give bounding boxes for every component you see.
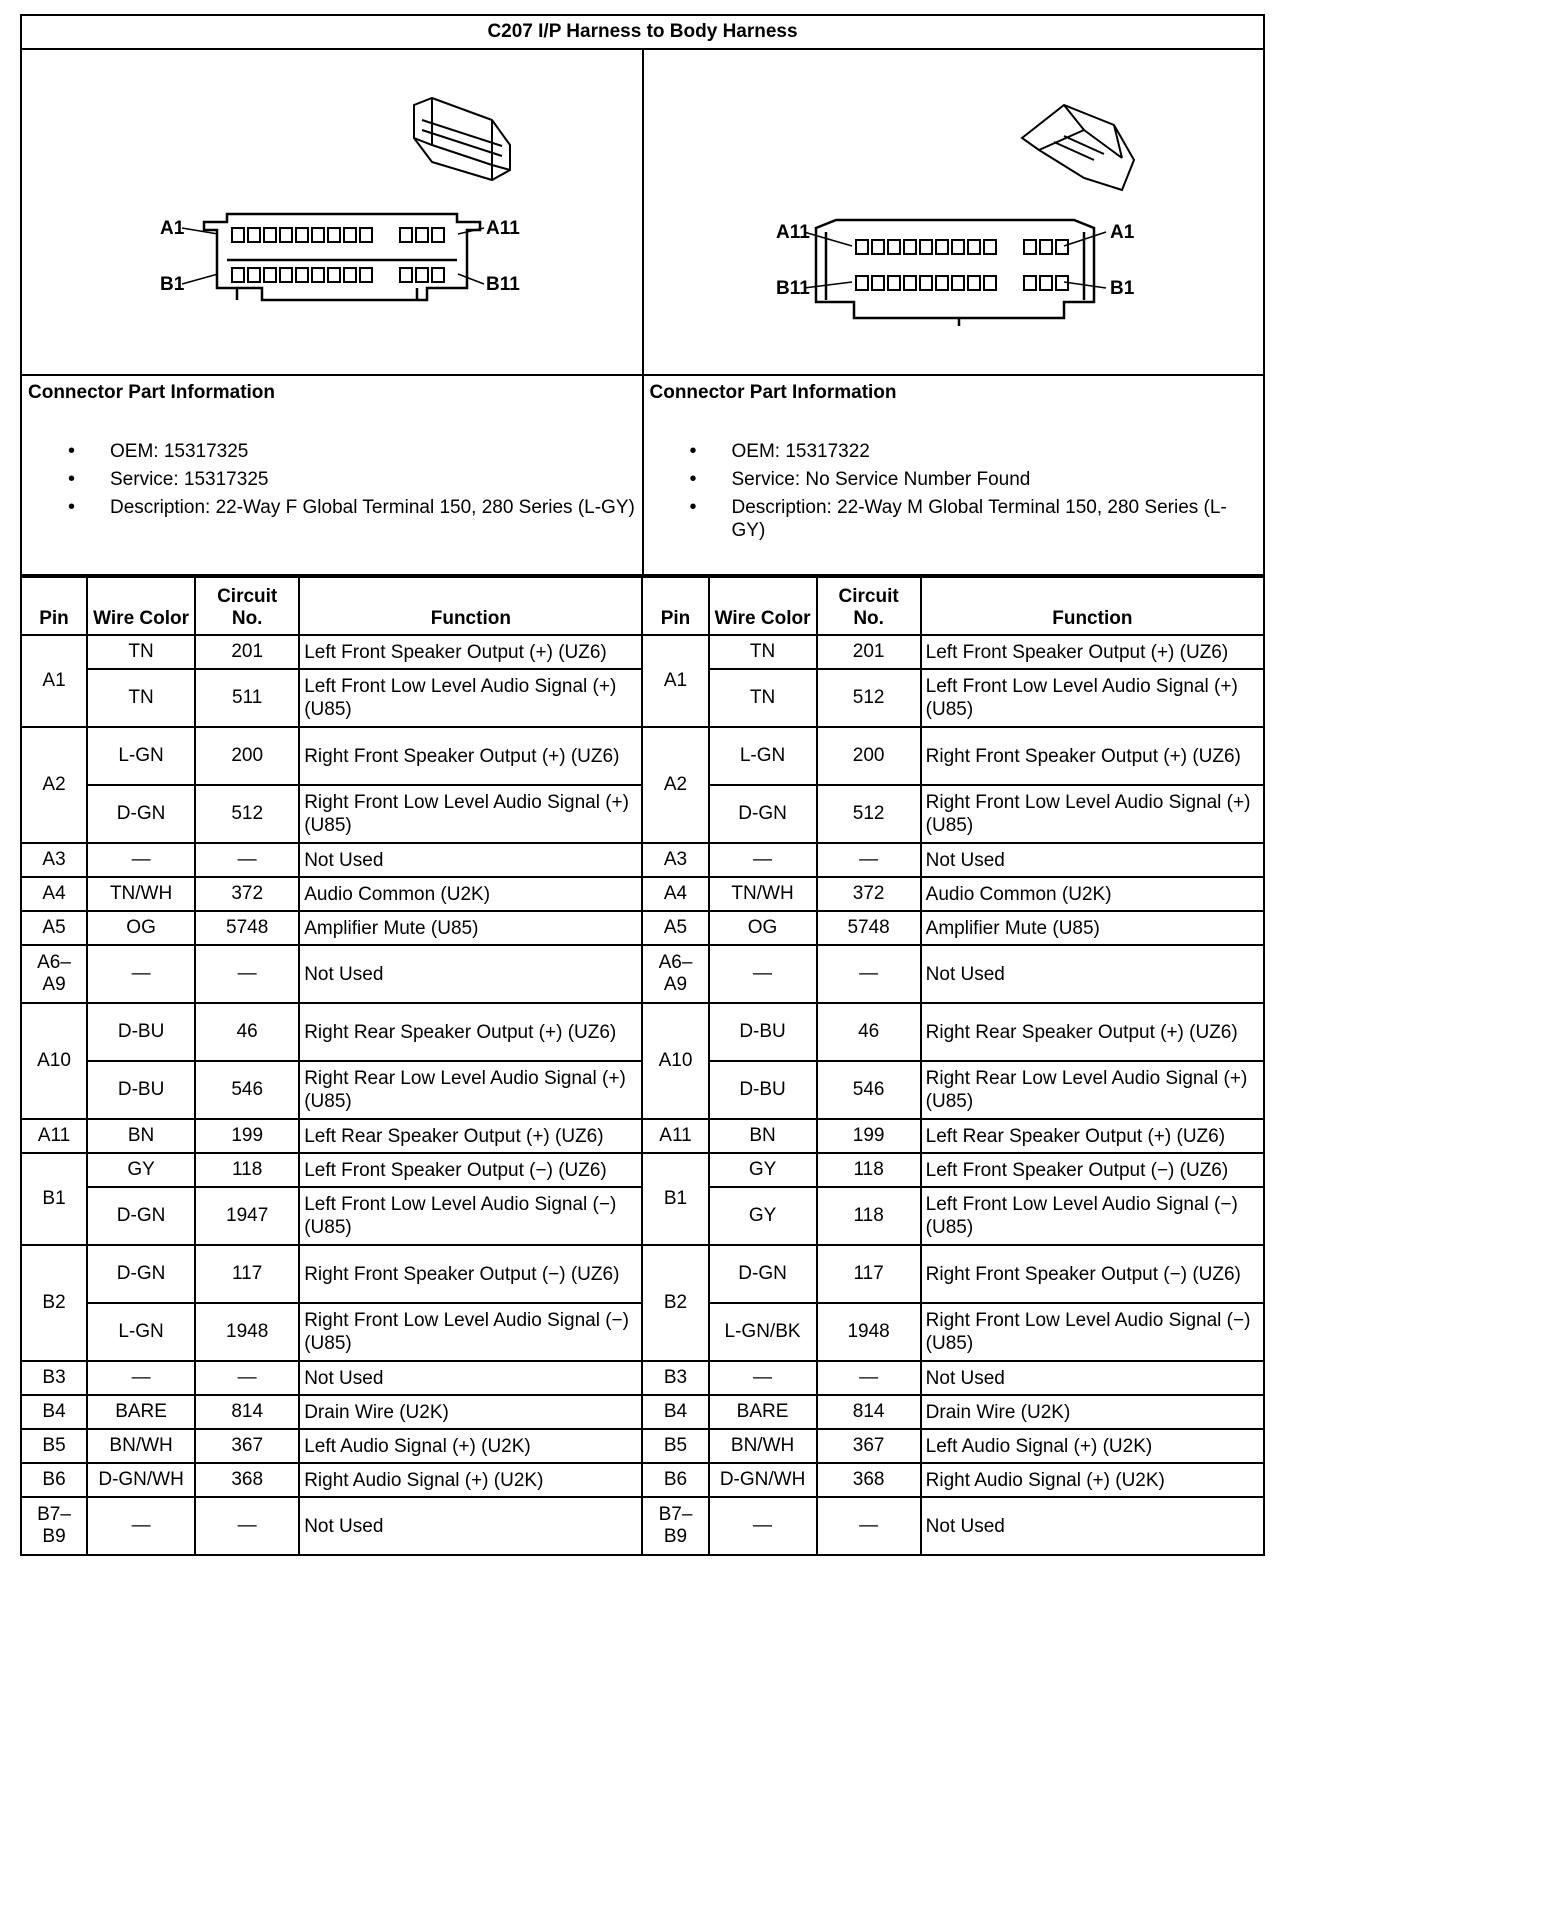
page-title: C207 I/P Harness to Body Harness xyxy=(20,14,1265,50)
wire-color-cell: L-GN xyxy=(87,727,195,785)
circuit-cell: — xyxy=(817,1497,921,1555)
table-row xyxy=(21,1497,1264,1555)
circuit-cell: — xyxy=(817,1361,921,1395)
function-cell: Not Used xyxy=(921,1361,1264,1395)
table-row xyxy=(21,1153,1264,1187)
pin-cell: A1 xyxy=(21,635,87,727)
label-bottom-right: B11 xyxy=(486,274,520,295)
function-cell: Right Front Low Level Audio Signal (+) (U85) xyxy=(921,785,1264,843)
wire-color-cell: — xyxy=(87,1497,195,1555)
function-cell: Right Front Low Level Audio Signal (−) (U85) xyxy=(299,1303,642,1361)
cavity xyxy=(248,268,260,282)
circuit-cell: 1948 xyxy=(195,1303,299,1361)
cavity xyxy=(312,228,324,242)
pin-cell: B7– B9 xyxy=(21,1497,87,1555)
right-connector-info xyxy=(642,376,1264,576)
wire-color-cell: BN xyxy=(87,1119,195,1153)
left-connector-diagram xyxy=(22,50,642,376)
circuit-cell: 118 xyxy=(195,1153,299,1187)
function-cell: Not Used xyxy=(299,1361,642,1395)
circuit-cell: 201 xyxy=(195,635,299,669)
wire-color-cell: TN/WH xyxy=(709,877,817,911)
circuit-cell: 512 xyxy=(195,785,299,843)
cavities xyxy=(232,228,444,282)
table-body xyxy=(21,635,1264,1555)
wire-color-cell: TN xyxy=(709,669,817,727)
cavity xyxy=(904,240,916,254)
circuit-cell: 1948 xyxy=(817,1303,921,1361)
wire-color-cell: — xyxy=(709,843,817,877)
pin-cell: A4 xyxy=(21,877,87,911)
table-row xyxy=(21,911,1264,945)
function-cell: Not Used xyxy=(921,843,1264,877)
connector-face xyxy=(204,214,480,300)
circuit-cell: 512 xyxy=(817,669,921,727)
cavity xyxy=(344,268,356,282)
circuit-cell: 5748 xyxy=(817,911,921,945)
function-cell: Left Front Speaker Output (+) (UZ6) xyxy=(921,635,1264,669)
table-row xyxy=(21,1463,1264,1497)
info-row xyxy=(20,376,1265,576)
function-cell: Not Used xyxy=(921,945,1264,1003)
wire-color-cell: D-BU xyxy=(87,1061,195,1119)
pin-cell: A10 xyxy=(642,1003,708,1119)
function-cell: Drain Wire (U2K) xyxy=(921,1395,1264,1429)
circuit-cell: — xyxy=(817,945,921,1003)
header-wire-color: Wire Color xyxy=(87,577,195,635)
cavity xyxy=(920,240,932,254)
cavity xyxy=(360,228,372,242)
function-cell: Left Audio Signal (+) (U2K) xyxy=(921,1429,1264,1463)
header-circuit: Circuit No. xyxy=(817,577,921,635)
function-cell: Left Front Low Level Audio Signal (−) (U85) xyxy=(921,1187,1264,1245)
cavity xyxy=(1024,240,1036,254)
header-pin: Pin xyxy=(21,577,87,635)
connector-face xyxy=(816,220,1094,326)
cavity xyxy=(280,228,292,242)
cavity xyxy=(968,276,980,290)
cavity xyxy=(952,240,964,254)
cavity xyxy=(856,240,868,254)
function-cell: Audio Common (U2K) xyxy=(299,877,642,911)
cavity xyxy=(296,268,308,282)
function-cell: Right Front Speaker Output (−) (UZ6) xyxy=(299,1245,642,1303)
cavity xyxy=(232,228,244,242)
circuit-cell: 368 xyxy=(195,1463,299,1497)
diagram-row xyxy=(20,50,1265,376)
pin-cell: A3 xyxy=(642,843,708,877)
wire-color-cell: GY xyxy=(709,1153,817,1187)
table-row xyxy=(21,1245,1264,1303)
table-row xyxy=(21,1361,1264,1395)
function-cell: Left Front Low Level Audio Signal (+) (U85) xyxy=(299,669,642,727)
function-cell: Right Front Low Level Audio Signal (+) (U85) xyxy=(299,785,642,843)
table-row xyxy=(21,1429,1264,1463)
right-connector-diagram xyxy=(642,50,1264,376)
circuit-cell: 814 xyxy=(817,1395,921,1429)
circuit-cell: 367 xyxy=(817,1429,921,1463)
info-service: • Service: No Service Number Found xyxy=(650,468,1258,491)
pin-cell: B5 xyxy=(21,1429,87,1463)
wire-color-cell: D-GN xyxy=(87,785,195,843)
wire-color-cell: D-GN xyxy=(87,1245,195,1303)
cavity xyxy=(920,276,932,290)
circuit-cell: 46 xyxy=(195,1003,299,1061)
function-cell: Amplifier Mute (U85) xyxy=(921,911,1264,945)
function-cell: Right Front Speaker Output (+) (UZ6) xyxy=(299,727,642,785)
circuit-cell: — xyxy=(195,1361,299,1395)
function-cell: Left Front Low Level Audio Signal (+) (U85) xyxy=(921,669,1264,727)
pin-cell: A1 xyxy=(642,635,708,727)
pin-cell: B6 xyxy=(21,1463,87,1497)
cavities xyxy=(856,240,1068,290)
cavity xyxy=(432,228,444,242)
pin-cell: A11 xyxy=(21,1119,87,1153)
function-cell: Left Front Speaker Output (−) (UZ6) xyxy=(921,1153,1264,1187)
wire-color-cell: TN xyxy=(87,635,195,669)
label-top-left: A11 xyxy=(776,222,810,243)
wire-color-cell: — xyxy=(709,1497,817,1555)
function-cell: Left Front Speaker Output (+) (UZ6) xyxy=(299,635,642,669)
cavity xyxy=(984,240,996,254)
function-cell: Right Front Low Level Audio Signal (−) (U85) xyxy=(921,1303,1264,1361)
wire-color-cell: D-GN/WH xyxy=(709,1463,817,1497)
cavity xyxy=(936,276,948,290)
circuit-cell: 200 xyxy=(817,727,921,785)
wire-color-cell: — xyxy=(87,1361,195,1395)
label-bottom-right: B1 xyxy=(1110,278,1135,299)
circuit-cell: 200 xyxy=(195,727,299,785)
info-heading: Connector Part Information xyxy=(28,382,276,403)
circuit-cell: 1947 xyxy=(195,1187,299,1245)
table-row xyxy=(21,1003,1264,1061)
pin-cell: A6– A9 xyxy=(642,945,708,1003)
wire-color-cell: TN/WH xyxy=(87,877,195,911)
pin-cell: B2 xyxy=(21,1245,87,1361)
circuit-cell: — xyxy=(195,945,299,1003)
cavity xyxy=(248,228,260,242)
circuit-cell: 117 xyxy=(195,1245,299,1303)
cavity xyxy=(936,240,948,254)
wire-color-cell: D-GN xyxy=(709,1245,817,1303)
cavity xyxy=(400,228,412,242)
circuit-cell: 117 xyxy=(817,1245,921,1303)
function-cell: Not Used xyxy=(299,1497,642,1555)
wire-color-cell: D-GN xyxy=(87,1187,195,1245)
circuit-cell: 118 xyxy=(817,1153,921,1187)
function-cell: Right Front Speaker Output (−) (UZ6) xyxy=(921,1245,1264,1303)
circuit-cell: 814 xyxy=(195,1395,299,1429)
wire-color-cell: GY xyxy=(709,1187,817,1245)
function-cell: Amplifier Mute (U85) xyxy=(299,911,642,945)
wire-color-cell: — xyxy=(709,945,817,1003)
cavity xyxy=(856,276,868,290)
function-cell: Left Front Speaker Output (−) (UZ6) xyxy=(299,1153,642,1187)
pin-cell: B6 xyxy=(642,1463,708,1497)
circuit-cell: 512 xyxy=(817,785,921,843)
table-header xyxy=(21,577,1264,635)
info-list xyxy=(650,440,1258,542)
wire-color-cell: — xyxy=(709,1361,817,1395)
header-wire-color: Wire Color xyxy=(709,577,817,635)
cavity xyxy=(328,228,340,242)
circuit-cell: 201 xyxy=(817,635,921,669)
circuit-cell: — xyxy=(195,1497,299,1555)
info-heading: Connector Part Information xyxy=(649,382,897,403)
wire-color-cell: BN/WH xyxy=(87,1429,195,1463)
info-description: • Description: 22-Way F Global Terminal 150, 280 Series (L-GY) xyxy=(28,496,636,519)
pin-cell: B1 xyxy=(642,1153,708,1245)
pin-cell: B4 xyxy=(21,1395,87,1429)
pin-cell: A3 xyxy=(21,843,87,877)
circuit-cell: 546 xyxy=(195,1061,299,1119)
label-top-right: A1 xyxy=(1110,222,1135,243)
wire-color-cell: — xyxy=(87,945,195,1003)
circuit-cell: 367 xyxy=(195,1429,299,1463)
function-cell: Left Front Low Level Audio Signal (−) (U85) xyxy=(299,1187,642,1245)
table-row xyxy=(21,635,1264,669)
pin-cell: A11 xyxy=(642,1119,708,1153)
pin-cell: A5 xyxy=(21,911,87,945)
cavity xyxy=(432,268,444,282)
info-oem: • OEM: 15317322 xyxy=(650,440,1258,463)
cavity xyxy=(872,276,884,290)
table-row xyxy=(21,727,1264,785)
table-row xyxy=(21,843,1264,877)
wire-color-cell: BARE xyxy=(87,1395,195,1429)
cavity xyxy=(360,268,372,282)
function-cell: Right Audio Signal (+) (U2K) xyxy=(921,1463,1264,1497)
table-row xyxy=(21,877,1264,911)
pin-cell: B5 xyxy=(642,1429,708,1463)
wire-color-cell: — xyxy=(87,843,195,877)
wire-color-cell: D-GN/WH xyxy=(87,1463,195,1497)
wire-color-cell: BN/WH xyxy=(709,1429,817,1463)
pin-cell: B3 xyxy=(21,1361,87,1395)
circuit-cell: 368 xyxy=(817,1463,921,1497)
pin-cell: A10 xyxy=(21,1003,87,1119)
table-row xyxy=(21,1119,1264,1153)
cavity xyxy=(280,268,292,282)
function-cell: Right Rear Speaker Output (+) (UZ6) xyxy=(299,1003,642,1061)
connector-part-sketch xyxy=(1022,105,1134,190)
header-function: Function xyxy=(299,577,642,635)
wire-color-cell: D-BU xyxy=(87,1003,195,1061)
table-row xyxy=(21,945,1264,1003)
function-cell: Not Used xyxy=(921,1497,1264,1555)
wire-color-cell: TN xyxy=(87,669,195,727)
info-list xyxy=(28,440,636,519)
cavity xyxy=(872,240,884,254)
cavity xyxy=(296,228,308,242)
cavity xyxy=(1040,240,1052,254)
cavity xyxy=(400,268,412,282)
circuit-cell: 118 xyxy=(817,1187,921,1245)
circuit-cell: — xyxy=(195,843,299,877)
connector-part-sketch xyxy=(414,98,510,180)
function-cell: Left Rear Speaker Output (+) (UZ6) xyxy=(299,1119,642,1153)
pin-cell: A5 xyxy=(642,911,708,945)
wire-color-cell: D-BU xyxy=(709,1003,817,1061)
wire-color-cell: D-GN xyxy=(709,785,817,843)
cavity xyxy=(1040,276,1052,290)
wire-color-cell: BARE xyxy=(709,1395,817,1429)
cavity xyxy=(904,276,916,290)
label-top-left: A1 xyxy=(160,218,185,239)
pin-cell: B3 xyxy=(642,1361,708,1395)
cavity xyxy=(416,268,428,282)
cavity xyxy=(312,268,324,282)
circuit-cell: 46 xyxy=(817,1003,921,1061)
label-bottom-left: B11 xyxy=(776,278,810,299)
function-cell: Right Front Speaker Output (+) (UZ6) xyxy=(921,727,1264,785)
cavity xyxy=(264,228,276,242)
label-top-right: A11 xyxy=(486,218,520,239)
function-cell: Right Audio Signal (+) (U2K) xyxy=(299,1463,642,1497)
info-description: • Description: 22-Way M Global Terminal 150, 280 Series (L-GY) xyxy=(650,496,1258,542)
function-cell: Drain Wire (U2K) xyxy=(299,1395,642,1429)
cavity xyxy=(1056,240,1068,254)
function-cell: Left Audio Signal (+) (U2K) xyxy=(299,1429,642,1463)
header-function: Function xyxy=(921,577,1264,635)
pin-cell: A2 xyxy=(21,727,87,843)
wire-color-cell: D-BU xyxy=(709,1061,817,1119)
left-connector-info xyxy=(22,376,642,576)
wire-color-cell: TN xyxy=(709,635,817,669)
info-oem: • OEM: 15317325 xyxy=(28,440,636,463)
wire-color-cell: BN xyxy=(709,1119,817,1153)
pin-cell: A6– A9 xyxy=(21,945,87,1003)
cavity xyxy=(968,240,980,254)
female-connector-drawing xyxy=(22,50,642,374)
cavity xyxy=(1024,276,1036,290)
cavity xyxy=(952,276,964,290)
male-connector-drawing xyxy=(644,50,1264,374)
circuit-cell: 511 xyxy=(195,669,299,727)
pin-cell: B7– B9 xyxy=(642,1497,708,1555)
function-cell: Right Rear Speaker Output (+) (UZ6) xyxy=(921,1003,1264,1061)
wire-color-cell: OG xyxy=(87,911,195,945)
pin-cell: A4 xyxy=(642,877,708,911)
circuit-cell: 199 xyxy=(817,1119,921,1153)
wire-color-cell: L-GN/BK xyxy=(709,1303,817,1361)
function-cell: Not Used xyxy=(299,843,642,877)
label-bottom-left: B1 xyxy=(160,274,185,295)
wire-color-cell: L-GN xyxy=(87,1303,195,1361)
cavity xyxy=(984,276,996,290)
header-pin: Pin xyxy=(642,577,708,635)
pinout-table xyxy=(20,576,1265,1556)
function-cell: Not Used xyxy=(299,945,642,1003)
wire-color-cell: GY xyxy=(87,1153,195,1187)
circuit-cell: 372 xyxy=(195,877,299,911)
cavity xyxy=(888,276,900,290)
cavity xyxy=(888,240,900,254)
cavity xyxy=(264,268,276,282)
function-cell: Right Rear Low Level Audio Signal (+) (U85) xyxy=(921,1061,1264,1119)
cavity xyxy=(232,268,244,282)
pin-cell: B4 xyxy=(642,1395,708,1429)
function-cell: Right Rear Low Level Audio Signal (+) (U85) xyxy=(299,1061,642,1119)
circuit-cell: 5748 xyxy=(195,911,299,945)
wire-color-cell: OG xyxy=(709,911,817,945)
cavity xyxy=(344,228,356,242)
function-cell: Left Rear Speaker Output (+) (UZ6) xyxy=(921,1119,1264,1153)
function-cell: Audio Common (U2K) xyxy=(921,877,1264,911)
pin-cell: B1 xyxy=(21,1153,87,1245)
table-row xyxy=(21,1395,1264,1429)
connector-document xyxy=(20,14,1265,1556)
circuit-cell: 546 xyxy=(817,1061,921,1119)
cavity xyxy=(328,268,340,282)
pin-cell: A2 xyxy=(642,727,708,843)
wire-color-cell: L-GN xyxy=(709,727,817,785)
header-circuit: Circuit No. xyxy=(195,577,299,635)
circuit-cell: 199 xyxy=(195,1119,299,1153)
info-service: • Service: 15317325 xyxy=(28,468,636,491)
pin-cell: B2 xyxy=(642,1245,708,1361)
circuit-cell: — xyxy=(817,843,921,877)
cavity xyxy=(416,228,428,242)
circuit-cell: 372 xyxy=(817,877,921,911)
